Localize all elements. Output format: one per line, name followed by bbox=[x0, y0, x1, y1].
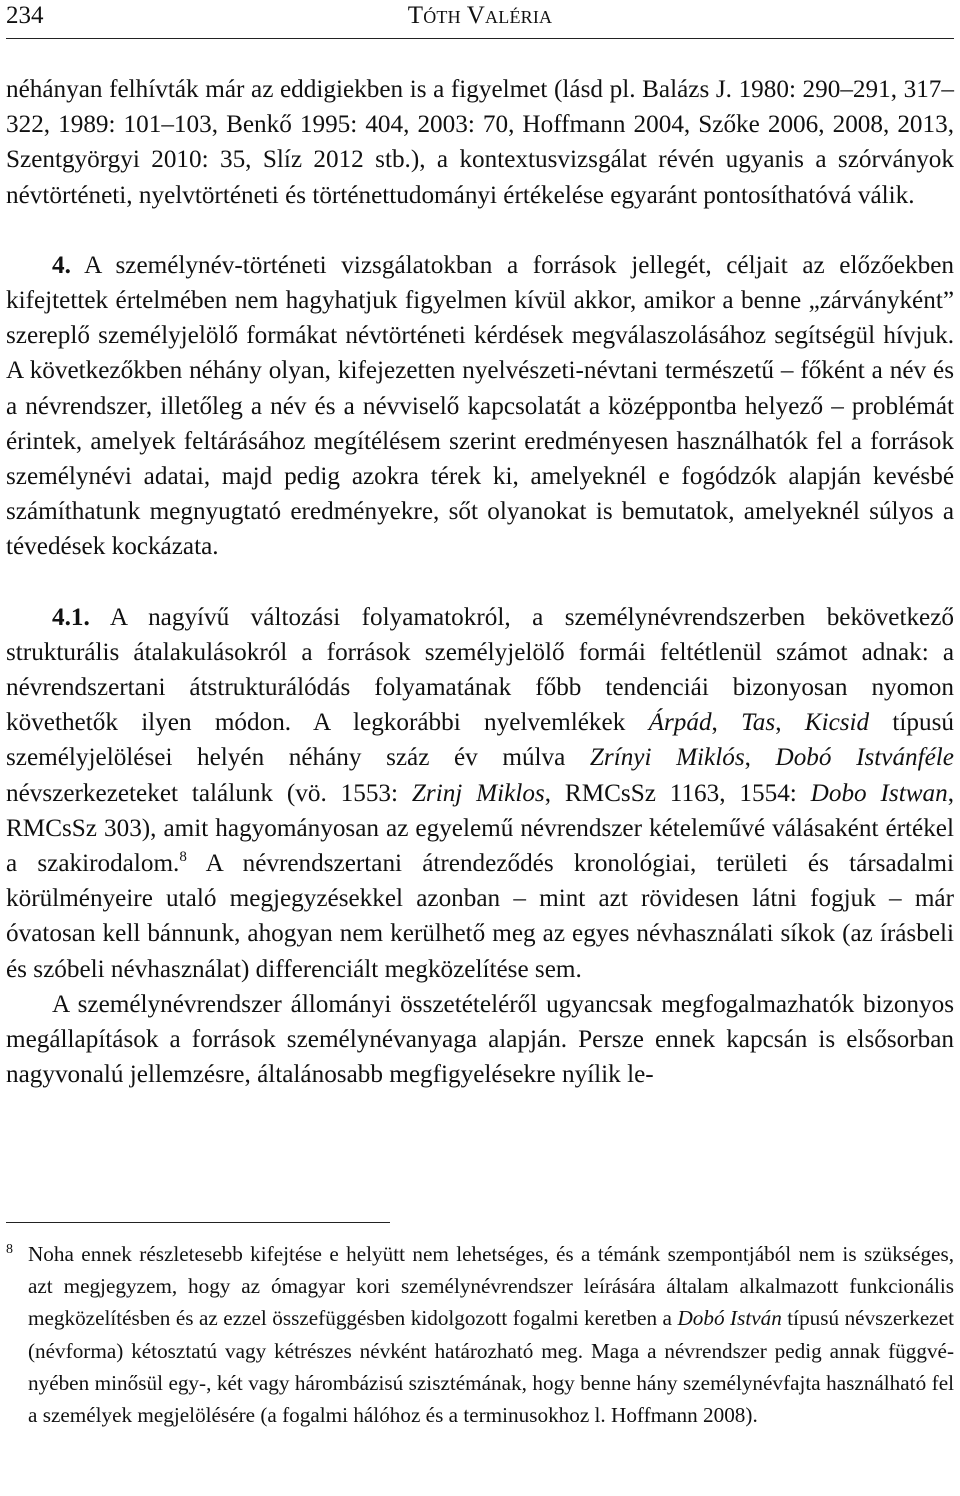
body-text bbox=[6, 72, 954, 1092]
text-run: A nagyívű változási folyamatokról, a személynévrendszerben bekövetkező strukturális átalakulásokról a források személyjelölő formái feltétlenül számot adnak: a névrendszertani átstrukturálódás folyamatának főbb tendenciái bizonyosan nyomon követhetők ilyen módon. A legkorábbi nyelvemlékek bbox=[6, 603, 954, 737]
italic-name-dobo-istvan-footnote: Dobó István bbox=[677, 1306, 782, 1331]
text-run: , bbox=[775, 709, 805, 737]
text-run: Noha ennek részletesebb kifejtése e helyütt nem lehetséges, és a témánk szempontjából nem is szükséges, azt megjegyzem, hogy az ómagyar kori személynévrendszer leírására általam alkalmazott funkcionális megközelítésben és az ezzel összefüggésben kidolgozott fogalmi keretben a bbox=[28, 1242, 954, 1331]
text-run: , RMCsSz 303), amit hagyományosan az egyelemű névrendszer kételeművé válásaként értékel a szakirodalom. bbox=[6, 779, 954, 878]
text-run: , bbox=[744, 744, 776, 772]
footnote-rule bbox=[6, 1222, 390, 1223]
paragraph-section-4-text: A személynév-történeti vizsgálatokban a források jellegét, céljait az előzőekben kifejtettek értelmében nem hagyhatjuk figyelmen kívül akkor, amikor a benne „zárványként” szereplő személyjelölő formákat névtörténeti kérdések megválaszolásához segítségül hívjuk. A következőkben néhány olyan, kifejezetten nyelvészeti-névtani természetű ‒ főként a név és a névrendszer, illetőleg a név és a névviselő kapcsolatát a középpontba helyező ‒ problémát érintek, amelyek feltárásához megítélésem szerint eredményesen használhatók fel a források személynévi adatai, majd pedig azokra térek ki, amelyeknél e fogódzók alapján kevésbé számíthatunk megnyugtató eredményekre, sőt olyanokat is bemutatok, amelyeknél súlyos a tévedések kockázata. bbox=[6, 251, 954, 561]
italic-name-zrinj-miklos: Zrinj Miklos bbox=[411, 779, 545, 807]
italic-name-zrinyi-miklos: Zrínyi Miklós bbox=[589, 744, 745, 772]
text-run: A névrendszertani átrendeződés kronológiai, területi és társadalmi körülményeire utaló megjegyzésekkel azonban ‒ mint azt rövidesen látni fogjuk ‒ már óvatosan kell bánnunk, ahogyan nem kerülhető meg az egyes névhasználati síkok (az írásbeli és szóbeli névhasználat) differenciált megközelítése sem. bbox=[6, 850, 954, 983]
paragraph-section-4 bbox=[6, 248, 954, 565]
italic-name-dobo-istvan: Dobó Istvánféle bbox=[775, 744, 954, 772]
italic-name-kicsid: Kicsid bbox=[804, 709, 870, 737]
text-run: , bbox=[711, 709, 742, 737]
section-number-4-1: 4.1. bbox=[52, 603, 90, 631]
italic-name-dobo-istwan: Dobo Istwan bbox=[810, 779, 948, 807]
header-rule bbox=[6, 38, 954, 39]
footnote-reference[interactable]: 8 bbox=[179, 849, 187, 866]
text-run: típusú személyjelölései helyén néhány száz év múlva bbox=[6, 709, 955, 772]
text-run: típusú névszerkezet (névforma) kétosztatú vagy kétrészes névként határozható meg. Maga a névrendszer pedig annak függvényében minősül egy-, két vagy hárombázisú szisztémának, hogy benne hány személynévfajta használható fel a személyek megjelölésére (a fogalmi hálóhoz és a terminusokhoz l. Hoffmann 2008). bbox=[28, 1306, 954, 1428]
text-run: névszerkezeteket találunk (vö. 1553: bbox=[6, 779, 412, 807]
paragraph-4: A személynévrendszer állományi összetételéről ugyancsak megfogalmazhatók bizonyos megállapítások a források személynévanyaga alapján. Persze ennek kapcsán is elsősorban nagyvonalú jellemzésre, általánosabb megfigyelésekre nyílik le- bbox=[6, 990, 954, 1089]
paragraph-section-4-1 bbox=[6, 600, 954, 987]
section-number-4: 4. bbox=[52, 251, 71, 279]
running-head bbox=[6, 0, 954, 32]
text-run: , RMCsSz 1163, 1554: bbox=[544, 779, 811, 807]
footnote-8 bbox=[6, 1238, 954, 1431]
italic-name-arpad: Árpád bbox=[648, 709, 712, 737]
running-title-text: Tóth Valéria bbox=[407, 2, 553, 29]
italic-name-tas: Tas bbox=[741, 709, 776, 737]
footnote-text: 8 Noha ennek részletesebb kifejtése e helyütt nem lehetséges, és a témánk szempontjából nem is szükséges, azt megjegyzem, hogy az ómagyar kori személynévrendszer leírására általam alkalmazott funkcionális megközelítésben és az ezzel összefüggésben kidolgozott fogalmi keretben a Dobó István típusú névszerkezet (névforma) kétosztatú vagy kétrészes névként határozható meg. Maga a névrendszer pedig annak függvényében minősül egy-, két vagy hárombázisú szisztémának, hogy benne hány személynévfajta használható fel a személyek megjelölésére (a fogalmi hálóhoz és a terminusokhoz l. Hoffmann 2008). bbox=[6, 1242, 954, 1428]
paragraph-1: néhányan felhívták már az eddigiekben is a figyelmet (lásd pl. Balázs J. 1980: 290–291, 317–322, 1989: 101–103, Benkő 1995: 404, 2003: 70, Hoffmann 2004, Szőke 2006, 2008, 2013, Szentgyörgyi 2010: 35, Slíz 2012 stb.), a kontextusvizsgálat révén ugyanis a szórványok névtörténeti, nyelvtörténeti és történettudományi értékelése egyaránt pontosíthatóvá válik. bbox=[6, 76, 954, 209]
page-number: 234 bbox=[6, 2, 44, 29]
running-title bbox=[6, 0, 954, 32]
